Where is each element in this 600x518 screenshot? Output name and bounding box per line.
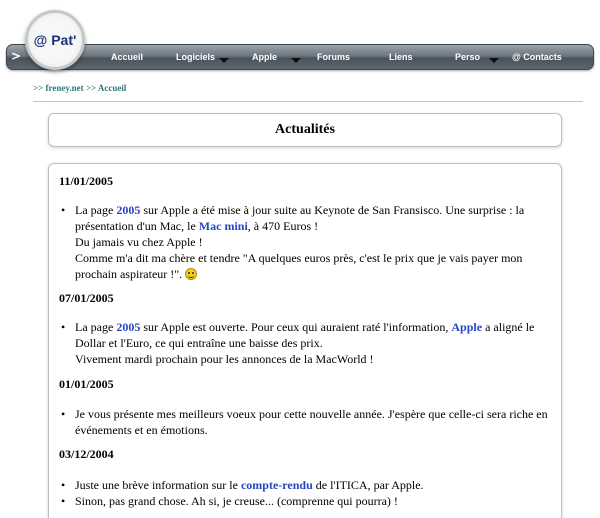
bullet-icon: • <box>61 494 66 508</box>
link-compte-rendu[interactable]: compte-rendu <box>240 478 313 492</box>
news-item <box>61 319 555 367</box>
logo-text: @ Pat' <box>33 32 77 48</box>
bullet-icon: • <box>61 320 66 334</box>
apple-dropdown-icon[interactable] <box>291 58 301 63</box>
bullet-icon: • <box>61 478 66 492</box>
nav-item-logiciels[interactable]: Logiciels <box>176 52 216 62</box>
news-date: 11/01/2005 <box>59 174 114 188</box>
nav-item-apple[interactable]: Apple <box>252 52 278 62</box>
news-date: 07/01/2005 <box>59 291 114 305</box>
news-text: La page <box>75 203 117 217</box>
logiciels-dropdown-icon[interactable] <box>219 58 229 63</box>
link-apple[interactable]: Apple <box>451 320 483 334</box>
news-text: Sinon, pas grand chose. Ah si, je creuse... (comprenne qui pourra) ! <box>75 494 398 508</box>
news-text: Du jamais vu chez Apple ! <box>75 235 203 249</box>
title-box <box>48 113 562 147</box>
news-text: sur Apple est ouverte. Pour ceux qui auraient raté l'information, <box>140 320 452 334</box>
nav-item-forums[interactable]: Forums <box>317 52 351 62</box>
breadcrumb-current-page[interactable]: Accueil <box>97 83 127 93</box>
news-text: , à 470 Euros ! <box>247 219 319 233</box>
site-logo[interactable] <box>25 10 85 70</box>
divider <box>33 101 583 102</box>
breadcrumb-separator: >> <box>83 83 98 93</box>
news-date: 03/12/2004 <box>59 447 114 461</box>
breadcrumb-separator: >> <box>33 83 46 93</box>
news-item <box>61 202 555 282</box>
news-date: 01/01/2005 <box>59 377 114 391</box>
news-box <box>48 163 562 518</box>
bullet-icon: • <box>61 407 66 421</box>
nav-item-accueil[interactable]: Accueil <box>111 52 144 62</box>
breadcrumb-site-link[interactable]: freney.net <box>45 83 84 93</box>
nav-item-liens[interactable]: Liens <box>389 52 413 62</box>
page-title: Actualités <box>275 122 335 137</box>
nav-item-contacts[interactable]: @ Contacts <box>512 52 562 62</box>
news-text: Vivement mardi prochain pour les annonces de la MacWorld ! <box>75 352 374 366</box>
link-mac-mini[interactable]: Mac mini <box>198 219 248 233</box>
news-text: sur Apple a été mise à jour suite au Keynote de San Fransisco. Une surprise : la présentation d'un Mac, le <box>75 203 525 233</box>
news-text: Comme m'a dit ma chère et tendre "A quelques euros près, c'est le prix que je vais payer mon prochain aspirateur !". <box>75 251 523 281</box>
link-2005[interactable]: 2005 <box>116 320 141 334</box>
smiley-icon <box>185 268 197 280</box>
nav-arrow-icon[interactable]: > <box>11 49 22 63</box>
breadcrumb <box>33 83 126 93</box>
news-text: Juste une brève information sur le <box>75 478 241 492</box>
bullet-icon: • <box>61 203 66 217</box>
perso-dropdown-icon[interactable] <box>489 58 499 63</box>
news-text: de l'ITICA, par Apple. <box>312 478 424 492</box>
news-item <box>61 493 555 509</box>
news-text: La page <box>75 320 117 334</box>
link-2005[interactable]: 2005 <box>116 203 141 217</box>
news-item <box>61 477 555 493</box>
nav-bar <box>6 44 594 70</box>
news-text: Je vous présente mes meilleurs voeux pour cette nouvelle année. J'espère que celle-ci sera riche en événements et en émotions. <box>75 407 548 437</box>
nav-item-perso[interactable]: Perso <box>455 52 481 62</box>
news-text: a aligné le Dollar et l'Euro, ce qui entraîne une baisse des prix. <box>75 320 535 350</box>
news-item <box>61 406 555 438</box>
